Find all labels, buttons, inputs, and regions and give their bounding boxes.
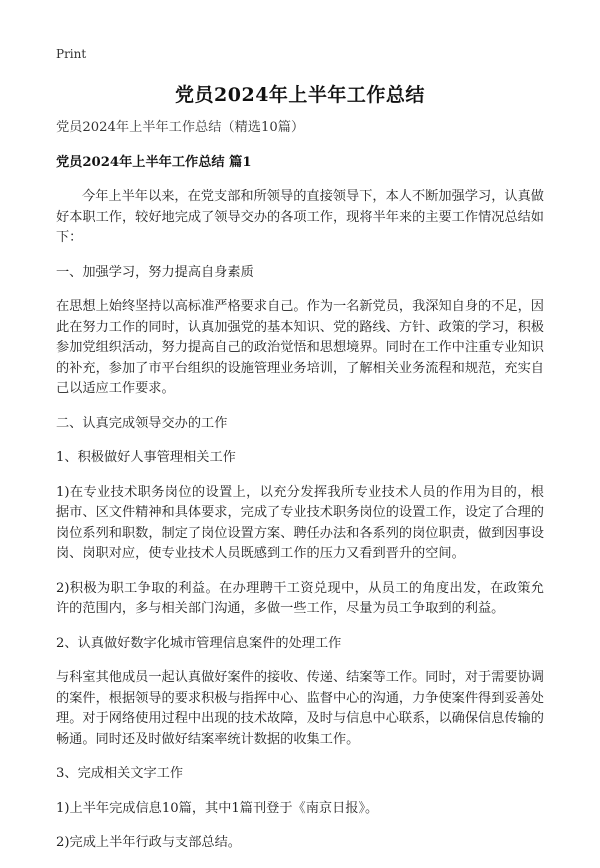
paragraph-writing-1: 1)上半年完成信息10篇，其中1篇刊登于《南京日报》。 <box>56 800 379 816</box>
document-body <box>56 118 544 868</box>
subheading-digital: 2、认真做好数字化城市管理信息案件的处理工作 <box>56 635 342 651</box>
heading-tasks: 二、认真完成领导交办的工作 <box>56 415 228 431</box>
paragraph-writing-2: 2)完成上半年行政与支部总结。 <box>56 835 241 850</box>
paragraph-hr-2: 2)积极为职工争取的利益。在办理聘干工资兑现中，从员工的角度出发，在政策允许的范围内，多与相关部门沟通，多做一些工作，尽量为员工争取到的利益。 <box>56 580 544 616</box>
section-title: 党员2024年上半年工作总结 篇1 <box>56 154 252 170</box>
heading-study: 一、加强学习，努力提高自身素质 <box>56 264 254 280</box>
document-subtitle: 党员2024年上半年工作总结（精选10篇） <box>56 120 305 135</box>
print-label: Print <box>56 47 87 61</box>
paragraph-digital: 与科室其他成员一起认真做好案件的接收、传递、结案等工作。同时，对于需要协调的案件，根据领导的要求积极与指挥中心、监督中心的沟通，力争使案件得到妥善处理。对于网络使用过程中出现的技术故障，及时与信息中心联系，以确保信息传输的畅通。同时还及时做好结案率统计数据的收集工作。 <box>56 670 544 747</box>
paragraph-study: 在思想上始终坚持以高标准严格要求自己。作为一名新党员，我深知自身的不足，因此在努力工作的同时，认真加强党的基本知识、党的路线、方针、政策的学习，积极参加党组织活动，努力提高自己的政治觉悟和思想境界。同时在工作中注重专业知识的补充，参加了市平台组织的设施管理业务培训，了解相关业务流程和规范，充实自己以适应工作要求。 <box>56 299 544 396</box>
subheading-writing: 3、完成相关文字工作 <box>56 766 184 781</box>
intro-paragraph: 今年上半年以来，在党支部和所领导的直接领导下，本人不断加强学习，认真做好本职工作，较好地完成了领导交办的各项工作，现将半年来的主要工作情况总结如下： <box>56 189 544 245</box>
subheading-hr: 1、积极做好人事管理相关工作 <box>56 450 236 465</box>
paragraph-hr-1: 1)在专业技术职务岗位的设置上，以充分发挥我所专业技术人员的作用为目的，根据市、区文件精神和具体要求，完成了专业技术职务岗位的设置工作，设定了合理的岗位系列和职数，制定了岗位设置方案、聘任办法和各系列的岗位职责，做到因事设岗、岗职对应，使专业技术人员既感到工作的压力又看到晋升的空间。 <box>56 484 544 561</box>
document-title: 党员2024年上半年工作总结 <box>175 84 425 106</box>
